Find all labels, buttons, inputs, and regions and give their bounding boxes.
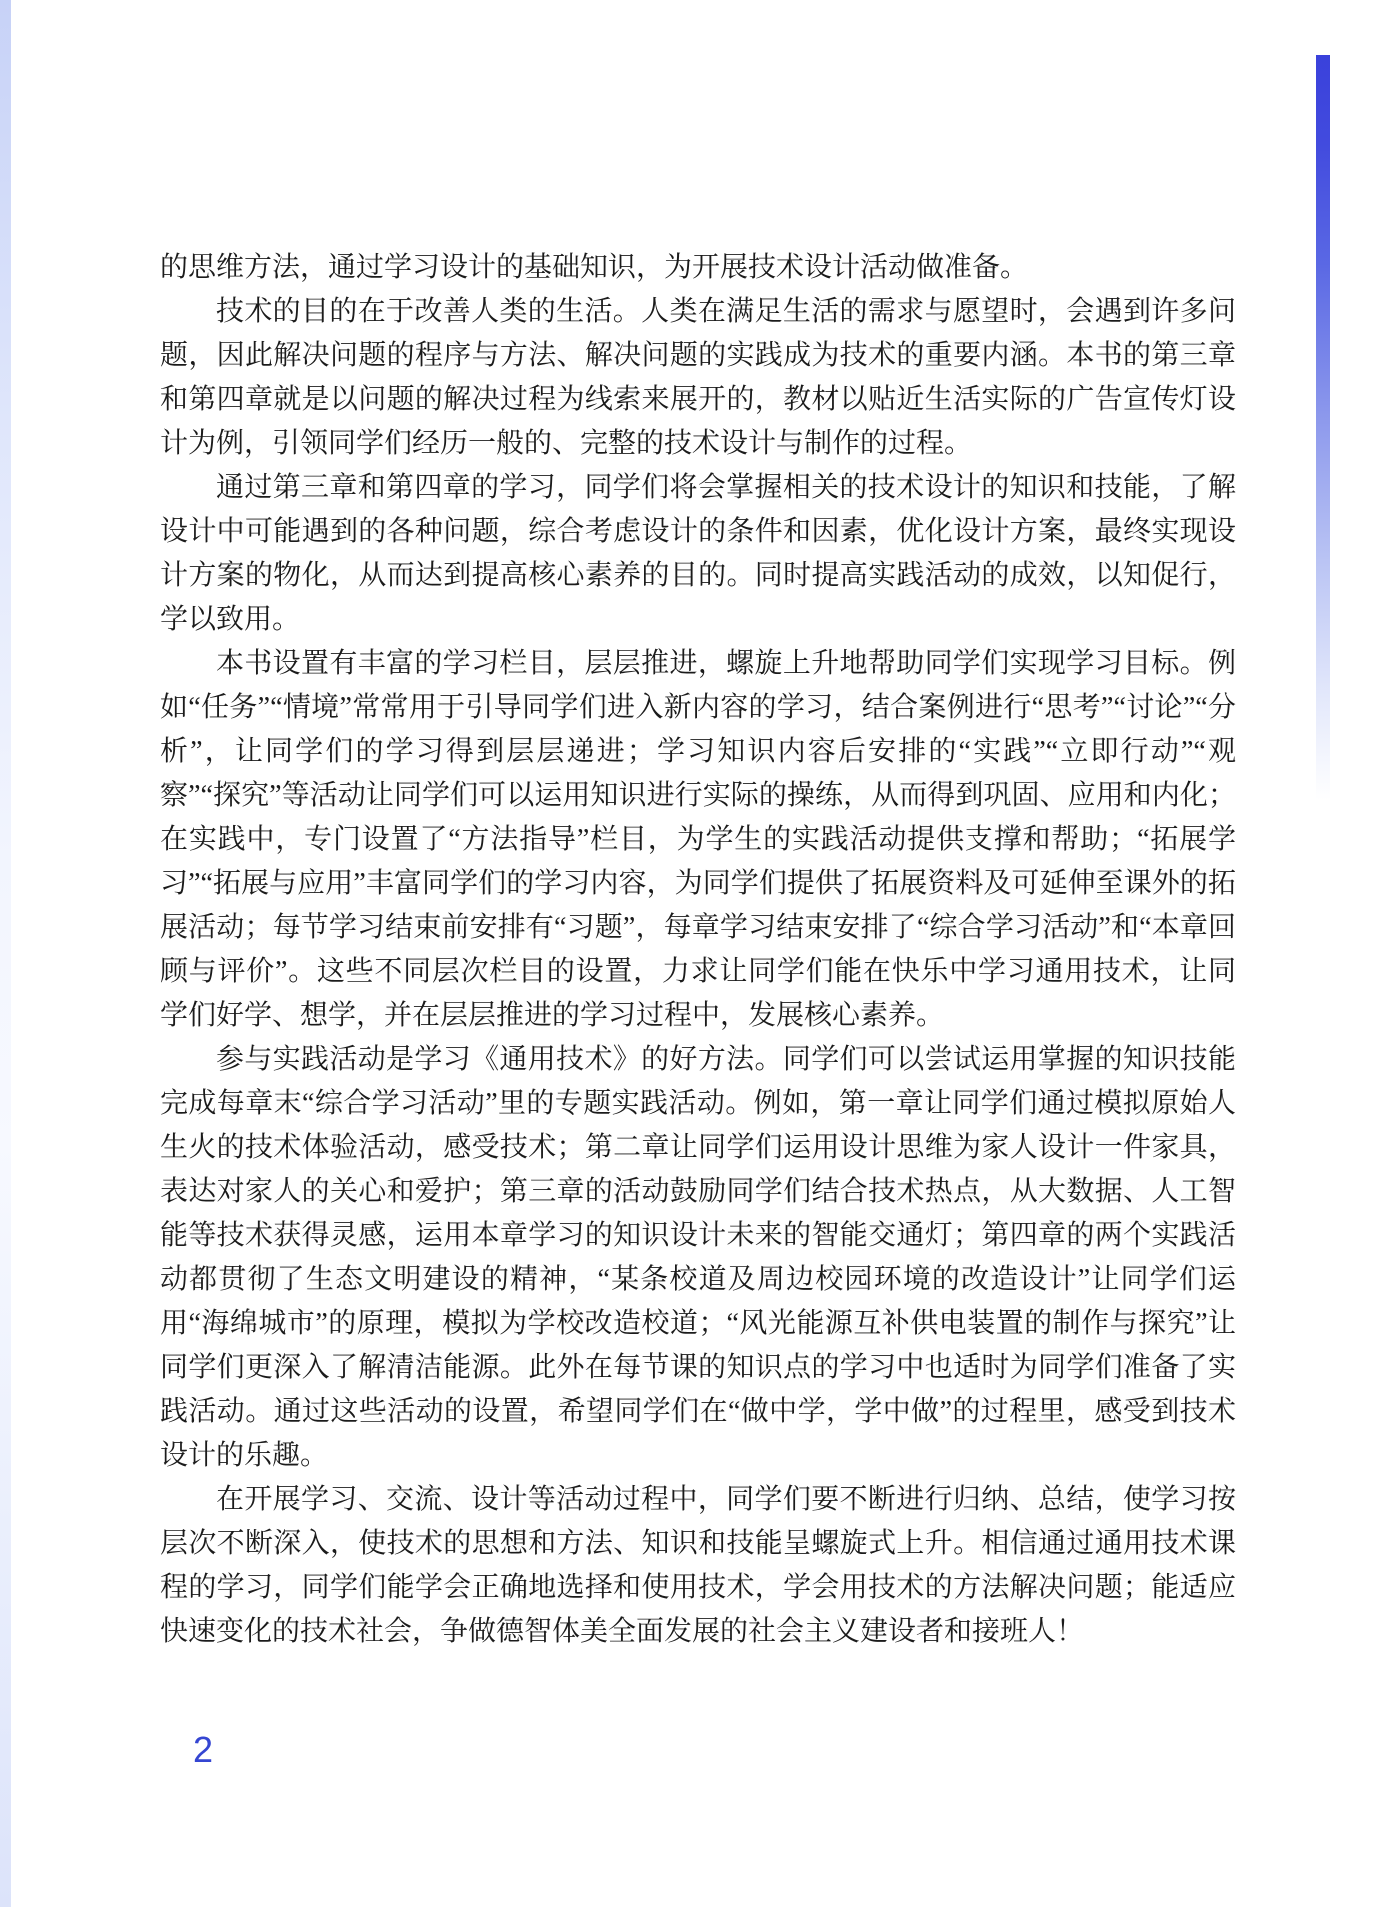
- paragraph: 通过第三章和第四章的学习，同学们将会掌握相关的技术设计的知识和技能，了解设计中可能遇到的各种问题，综合考虑设计的条件和因素，优化设计方案，最终实现设计方案的物化，从而达到提高核心素养的目的。同时提高实践活动的成效，以知促行，学以致用。: [160, 472, 1236, 635]
- left-accent-gradient: [0, 0, 11, 1907]
- paragraph: 的思维方法，通过学习设计的基础知识，为开展技术设计活动做准备。: [160, 252, 1029, 283]
- paragraph: 本书设置有丰富的学习栏目，层层推进，螺旋上升地帮助同学们实现学习目标。例如“任务”“情境”常常用于引导同学们进入新内容的学习，结合案例进行“思考”“讨论”“分析”，让同学们的学习得到层层递进；学习知识内容后安排的“实践”“立即行动”“观察”“探究”等活动让同学们可以运用知识进行实际的操练，从而得到巩固、应用和内化；在实践中，专门设置了“方法指导”栏目，为学生的实践活动提供支撑和帮助；“拓展学习”“拓展与应用”丰富同学们的学习内容，为同学们提供了拓展资料及可延伸至课外的拓展活动；每节学习结束前安排有“习题”，每章学习结束安排了“综合学习活动”和“本章回顾与评价”。这些不同层次栏目的设置，力求让同学们能在快乐中学习通用技术，让同学们好学、想学，并在层层推进的学习过程中，发展核心素养。: [160, 648, 1236, 1031]
- page-number: 2: [193, 1729, 214, 1770]
- paragraph: 在开展学习、交流、设计等活动过程中，同学们要不断进行归纳、总结，使学习按层次不断深入，使技术的思想和方法、知识和技能呈螺旋式上升。相信通过通用技术课程的学习，同学们能学会正确地选择和使用技术，学会用技术的方法解决问题；能适应快速变化的技术社会，争做德智体美全面发展的社会主义建设者和接班人！: [160, 1484, 1236, 1647]
- paragraph: 技术的目的在于改善人类的生活。人类在满足生活的需求与愿望时，会遇到许多问题，因此解决问题的程序与方法、解决问题的实践成为技术的重要内涵。本书的第三章和第四章就是以问题的解决过程为线索来展开的，教材以贴近生活实际的广告宣传灯设计为例，引领同学们经历一般的、完整的技术设计与制作的过程。: [160, 296, 1236, 459]
- right-accent-gradient-bar: [1316, 55, 1330, 800]
- text-body: [160, 246, 1236, 1654]
- paragraph: 参与实践活动是学习《通用技术》的好方法。同学们可以尝试运用掌握的知识技能完成每章末“综合学习活动”里的专题实践活动。例如，第一章让同学们通过模拟原始人生火的技术体验活动，感受技术；第二章让同学们运用设计思维为家人设计一件家具，表达对家人的关心和爱护；第三章的活动鼓励同学们结合技术热点，从大数据、人工智能等技术获得灵感，运用本章学习的知识设计未来的智能交通灯；第四章的两个实践活动都贯彻了生态文明建设的精神，“某条校道及周边校园环境的改造设计”让同学们运用“海绵城市”的原理，模拟为学校改造校道；“风光能源互补供电装置的制作与探究”让同学们更深入了解清洁能源。此外在每节课的知识点的学习中也适时为同学们准备了实践活动。通过这些活动的设置，希望同学们在“做中学，学中做”的过程里，感受到技术设计的乐趣。: [160, 1044, 1236, 1471]
